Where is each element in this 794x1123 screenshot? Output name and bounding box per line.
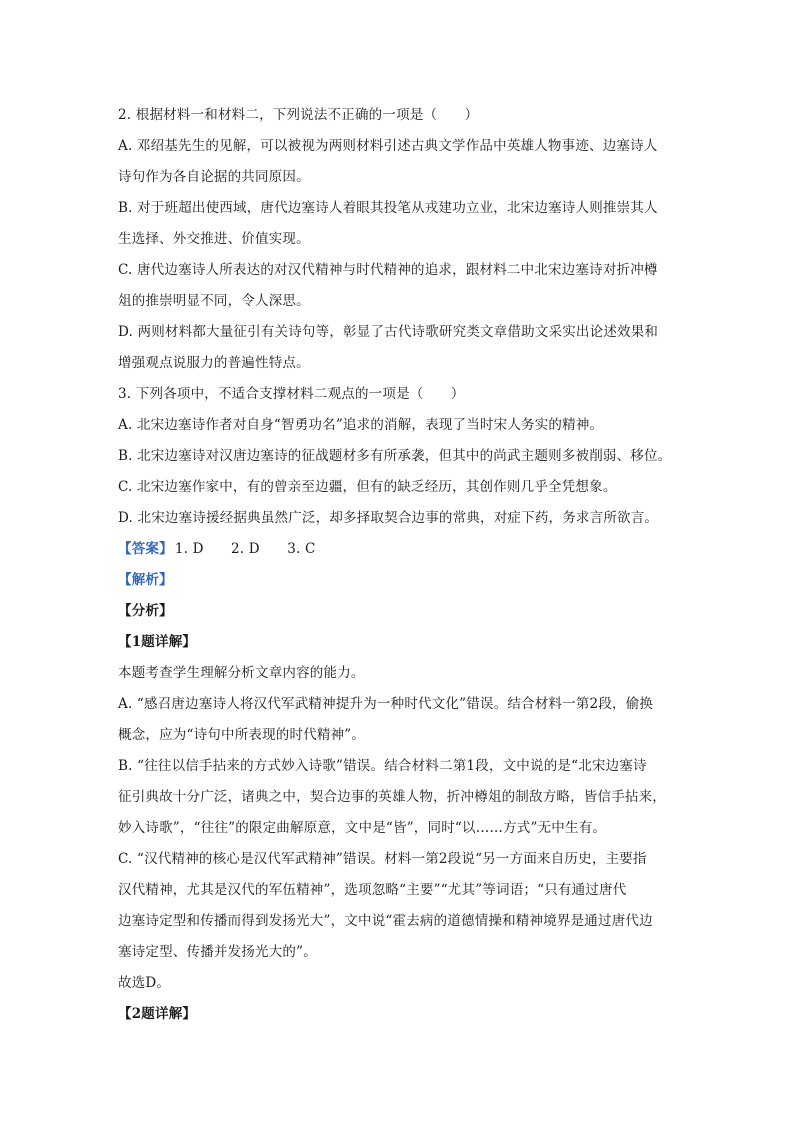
q3-option-b: B. 北宋边塞诗对汉唐边塞诗的征战题材多有所承袭，但其中的尚武主题则多被削弱、移位。 [118, 448, 672, 464]
explanation-b-line-3: 妙入诗歌”，“往往”的限定曲解原意，文中是“皆”，同时“以……方式”无中生有。 [118, 820, 607, 836]
q3-option-c: C. 北宋边塞作家中，有的曾亲至边疆，但有的缺乏经历，其创作则几乎全凭想象。 [118, 479, 617, 495]
fenxi-label: 【分析】 [118, 603, 173, 619]
answer-tag: 【答案】 [118, 541, 173, 557]
q2-option-a-line-1: A. 邓绍基先生的见解，可以被视为两则材料引述古典文学作品中英雄人物事迹、边塞诗人 [118, 138, 658, 154]
explanation-c-line-3: 边塞诗定型和传播而得到发扬光大”，文中说“霍去病的道德情操和精神境界是通过唐代边 [118, 913, 653, 929]
q2-option-b-line-1: B. 对于班超出使西域，唐代边塞诗人着眼其投笔从戎建功立业，北宋边塞诗人则推崇其人 [118, 200, 658, 216]
intro-text: 本题考查学生理解分析文章内容的能力。 [118, 665, 365, 681]
q1-detail-label: 【1题详解】 [118, 634, 197, 650]
explanation-b-line-2: 征引典故十分广泛，诸典之中，契合边事的英雄人物，折冲樽俎的制敌方略，皆信手拈来， [118, 789, 666, 805]
analysis-tag: 【解析】 [118, 572, 173, 588]
conclusion-text: 故选D。 [118, 975, 171, 991]
q2-option-c-line-1: C. 唐代边塞诗人所表达的对汉代精神与时代精神的追求，跟材料二中北宋边塞诗对折冲樽 [118, 262, 658, 278]
q2-detail-label: 【2题详解】 [118, 1006, 197, 1022]
answer-text: 1. D 2. D 3. C [174, 541, 316, 557]
question-3-stem: 3. 下列各项中，不适合支撑材料二观点的一项是（ ） [118, 386, 465, 402]
explanation-a-line-2: 概念，应为“诗句中所表现的时代精神”。 [118, 727, 366, 743]
explanation-c-line-2: 汉代精神，尤其是汉代的军伍精神”，选项忽略“主要”“尤其”等词语；“只有通过唐代 [118, 882, 627, 898]
question-2-stem: 2. 根据材料一和材料二，下列说法不正确的一项是（ ） [118, 107, 479, 123]
document-content [118, 100, 678, 1030]
explanation-c-line-1: C. “汉代精神的核心是汉代军武精神”错误。材料一第2段说“另一方面来自历史，主要指 [118, 851, 647, 867]
explanation-a-line-1: A. “感召唐边塞诗人将汉代军武精神提升为一种时代文化”错误。结合材料一第2段，偷换 [118, 696, 654, 712]
explanation-b-line-1: B. “往往以信手拈来的方式妙入诗歌”错误。结合材料二第1段，文中说的是“北宋边塞诗 [118, 758, 647, 774]
q2-option-a-line-2: 诗句作为各自论据的共同原因。 [118, 169, 310, 185]
answer-line [118, 534, 678, 565]
q3-option-a: A. 北宋边塞诗作者对自身“智勇功名”追求的消解，表现了当时宋人务实的精神。 [118, 417, 604, 433]
q2-option-c-line-2: 俎的推崇明显不同，令人深思。 [118, 293, 310, 309]
q3-option-d: D. 北宋边塞诗援经据典虽然广泛，却多择取契合边事的常典，对症下药，务求言所欲言。 [118, 510, 659, 526]
q2-option-d-line-1: D. 两则材料都大量征引有关诗句等，彰显了古代诗歌研究类文章借助文采实出论述效果和 [118, 324, 659, 340]
explanation-c-line-4: 塞诗定型、传播并发扬光大的”。 [118, 944, 317, 960]
q2-option-d-line-2: 增强观点说服力的普遍性特点。 [118, 355, 310, 371]
q2-option-b-line-2: 生选择、外交推进、价值实现。 [118, 231, 310, 247]
